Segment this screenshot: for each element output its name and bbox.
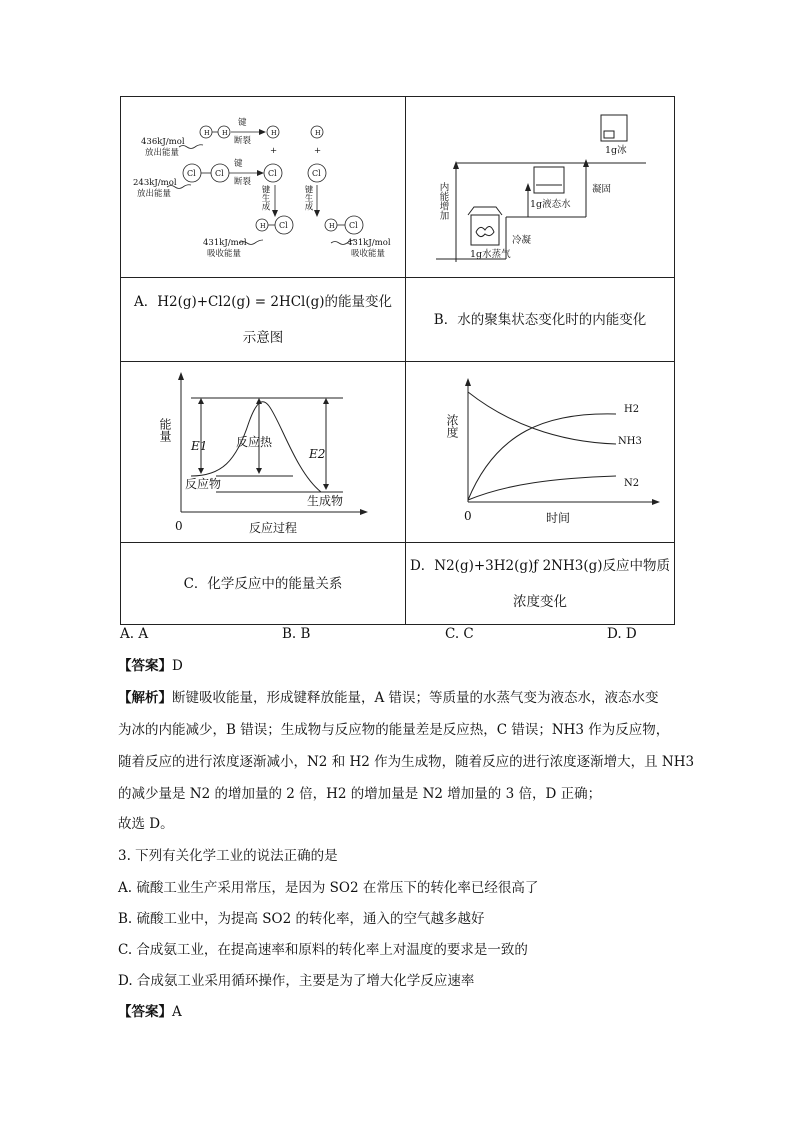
- atom-label: H: [204, 129, 210, 137]
- plus-sign: +: [270, 146, 278, 156]
- figure-c-cell: [121, 362, 406, 543]
- figure-d-concentration-chart: [406, 362, 674, 538]
- figure-c-energy-profile: [121, 362, 405, 538]
- analysis-line-4: 的减少量是 N2 的增加量的 2 倍，H2 的增加量是 N2 增加量的 3 倍，D 正确；: [118, 786, 602, 802]
- internal-energy-axis-label: 内能增加: [437, 182, 449, 220]
- figure-b-water-state-diagram: [406, 97, 674, 273]
- h2-curve: [468, 414, 616, 500]
- e1-label: E1: [191, 439, 208, 453]
- reactant-label: 反应物: [185, 477, 222, 491]
- atom-label: H: [222, 129, 228, 137]
- hcl-right-absorb-label: 吸收能量: [351, 249, 386, 259]
- atom-label: H: [329, 222, 335, 230]
- n2-legend: N2: [624, 478, 640, 489]
- atom-label: Cl: [187, 169, 196, 178]
- atom-label: Cl: [349, 221, 358, 230]
- plus-sign: +: [314, 146, 322, 156]
- atom-label: Cl: [279, 221, 288, 230]
- caption-c: C．化学反应中的能量关系: [121, 543, 406, 625]
- origin-label: 0: [464, 509, 472, 523]
- h2-legend: H2: [624, 404, 640, 415]
- question-3-option-d: D. 合成氨工业采用循环操作，主要是为了增大化学反应速率: [118, 973, 475, 989]
- analysis-line-5: 故选 D。: [118, 816, 174, 832]
- bond-break-label: 键: [234, 159, 243, 169]
- liquid-label: 1g液态水: [530, 199, 571, 210]
- answer-2: 【答案】A: [118, 1004, 182, 1020]
- atom-label: H: [271, 129, 277, 137]
- origin-label: 0: [175, 519, 183, 533]
- atom-label: H: [315, 129, 321, 137]
- product-label: 生成物: [307, 494, 344, 508]
- option-b: B. B: [282, 626, 311, 642]
- caption-b: B．水的聚集状态变化时的内能变化: [406, 278, 675, 362]
- question-3-stem: 3. 下列有关化学工业的说法正确的是: [118, 848, 338, 864]
- condense-label: 冷凝: [512, 235, 532, 246]
- bond-form-label: 键生成: [260, 185, 270, 211]
- option-d: D. D: [607, 626, 637, 642]
- n2-curve: [468, 476, 616, 500]
- hcl-left-energy-label: 431kJ/mol: [203, 238, 247, 248]
- vapor-label: 1g水蒸气: [470, 249, 511, 260]
- nh3-curve: [468, 392, 616, 444]
- option-a: A. A: [120, 626, 149, 642]
- caption-a: A．H2(g)+Cl2(g) = 2HCl(g)的能量变化 示意图: [121, 278, 406, 362]
- bond-form-label: 键生成: [303, 185, 313, 211]
- cl2-release-label: 放出能量: [137, 189, 172, 199]
- e2-label: E2: [309, 447, 326, 461]
- option-figure-table: [120, 96, 675, 625]
- hcl-right-energy-label: 431kJ/mol: [347, 238, 391, 248]
- caption-d: D．N2(g)+3H2(g)ƒ 2NH3(g)反应中物质 浓度变化: [406, 543, 675, 625]
- bond-break-label: 断裂: [234, 136, 252, 146]
- option-c: C. C: [445, 626, 474, 642]
- y-axis-label: 浓度: [445, 414, 459, 438]
- x-axis-label: 时间: [546, 511, 571, 525]
- question-3-option-a: A. 硫酸工业生产采用常压，是因为 SO2 在常压下的转化率已经很高了: [118, 880, 539, 896]
- caption-a-equation: H2(g)+Cl2(g) = 2HCl(g): [157, 293, 325, 310]
- h2-energy-label: 436kJ/mol: [141, 137, 185, 147]
- question-3-option-b: B. 硫酸工业中，为提高 SO2 的转化率，通入的空气越多越好: [118, 911, 485, 927]
- analysis-line-3: 随着反应的进行浓度逐渐减小，N2 和 H2 作为生成物，随着反应的进行浓度逐渐增大，且 NH3: [118, 754, 695, 770]
- reaction-heat-label: 反应热: [236, 435, 273, 449]
- bond-break-label: 键: [238, 118, 247, 128]
- cl2-energy-label: 243kJ/mol: [133, 178, 177, 188]
- atom-label: Cl: [268, 169, 277, 178]
- atom-label: Cl: [312, 169, 321, 178]
- figure-a-bond-energy-diagram: [121, 97, 405, 273]
- hcl-left-absorb-label: 吸收能量: [207, 249, 242, 259]
- analysis-line-2: 为冰的内能减少，B 错误；生成物与反应物的能量差是反应热，C 错误；NH3 作为反应物，: [118, 722, 670, 738]
- bond-break-label: 断裂: [234, 177, 252, 187]
- atom-label: Cl: [215, 169, 224, 178]
- analysis-line-1: 【解析】断键吸收能量，形成键释放能量，A 错误；等质量的水蒸气变为液态水，液态水变: [118, 690, 659, 706]
- y-axis-label: 能量: [158, 418, 172, 442]
- x-axis-label: 反应过程: [249, 521, 298, 535]
- question-3-option-c: C. 合成氨工业，在提高速率和原料的转化率上对温度的要求是一致的: [118, 942, 528, 958]
- figure-b-cell: [406, 97, 675, 278]
- h2-release-label: 放出能量: [145, 148, 180, 158]
- ice-label: 1g冰: [605, 145, 627, 156]
- answer-1: 【答案】D: [118, 658, 183, 674]
- figure-d-cell: [406, 362, 675, 543]
- atom-label: H: [260, 222, 266, 230]
- nh3-legend: NH3: [618, 436, 642, 447]
- solidify-label: 凝固: [592, 184, 612, 195]
- figure-a-cell: [121, 97, 406, 278]
